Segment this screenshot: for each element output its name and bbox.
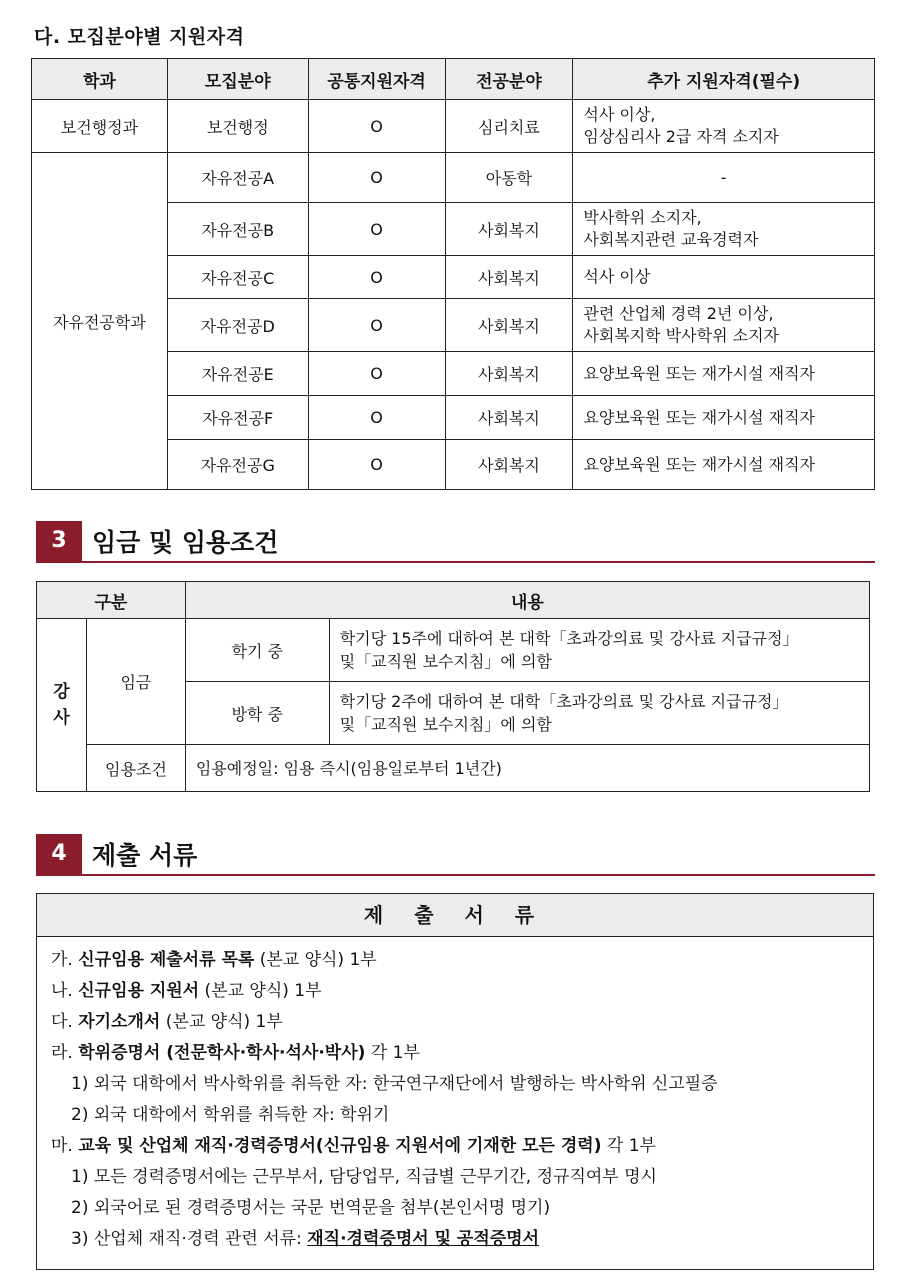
header-content: 내용 — [185, 582, 869, 619]
item-text: 각 1부 — [365, 1043, 420, 1063]
table-header-row — [32, 59, 875, 100]
item-bold: 학위증명서 (전문학사·학사·석사·박사) — [78, 1043, 366, 1063]
table-header-row — [37, 582, 870, 619]
field-cell: 자유전공F — [167, 396, 308, 440]
table-row — [37, 619, 870, 682]
extra-line-1: 석사 이상, — [583, 105, 656, 124]
vacation-text — [329, 682, 869, 745]
sub-item: 2) 외국 대학에서 학위를 취득한 자: 학위기 — [71, 1105, 390, 1125]
field-cell: 자유전공E — [167, 352, 308, 396]
section-4-heading — [36, 834, 875, 876]
item-marker: 다. — [51, 1012, 79, 1032]
header-common: 공통지원자격 — [308, 59, 445, 100]
wage-table — [36, 581, 870, 792]
section-3-heading — [36, 521, 875, 563]
item-marker: 가. — [51, 950, 79, 970]
text-line-1: 학기당 2주에 대하여 본 대학「초과강의료 및 강사료 지급규정」 — [339, 692, 789, 711]
documents-box-title: 제 출 서 류 — [37, 894, 873, 937]
extra-cell — [573, 299, 875, 352]
extra-cell: 요양보육원 또는 재가시설 재직자 — [573, 352, 875, 396]
condition-cell: 임용조건 — [86, 745, 185, 792]
extra-cell: 석사 이상 — [573, 256, 875, 299]
underlined-text: 재직·경력증명서 및 공적증명서 — [307, 1229, 540, 1249]
vacation-cell: 방학 중 — [185, 682, 329, 745]
text-line-2: 및「교직원 보수지침」에 의함 — [339, 652, 552, 671]
list-item — [37, 1007, 873, 1038]
list-item — [37, 1038, 873, 1069]
eligibility-table — [31, 58, 875, 490]
text-line-2: 및「교직원 보수지침」에 의함 — [339, 715, 552, 734]
item-bold: 신규임용 지원서 — [78, 981, 200, 1001]
header-dept: 학과 — [32, 59, 168, 100]
major-cell: 사회복지 — [445, 440, 573, 490]
common-cell: O — [308, 153, 445, 203]
field-cell: 자유전공A — [167, 153, 308, 203]
condition-text: 임용예정일: 임용 즉시(임용일로부터 1년간) — [185, 745, 869, 792]
major-cell: 사회복지 — [445, 203, 573, 256]
wage-cell: 임금 — [86, 619, 185, 745]
common-cell: O — [308, 100, 445, 153]
common-cell: O — [308, 299, 445, 352]
semester-text — [329, 619, 869, 682]
item-bold: 신규임용 제출서류 목록 — [78, 950, 255, 970]
sub-item: 1) 외국 대학에서 박사학위를 취득한 자: 한국연구재단에서 발행하는 박사학위 신고필증 — [71, 1074, 718, 1094]
item-marker: 마. — [51, 1136, 79, 1156]
sub-item: 1) 모든 경력증명서에는 근무부서, 담당업무, 직급별 근무기간, 정규직여부 명시 — [71, 1167, 657, 1187]
extra-cell: 요양보육원 또는 재가시설 재직자 — [573, 440, 875, 490]
dept-cell: 자유전공학과 — [32, 153, 168, 490]
extra-line-1: 박사학위 소지자, — [583, 208, 702, 227]
extra-line-2: 임상심리사 2급 자격 소지자 — [583, 127, 779, 146]
table-row — [37, 745, 870, 792]
item-marker: 라. — [51, 1043, 79, 1063]
extra-cell — [573, 203, 875, 256]
major-cell: 심리치료 — [445, 100, 573, 153]
section-title: 임금 및 임용조건 — [92, 528, 279, 557]
item-bold: 교육 및 산업체 재직·경력증명서(신규임용 지원서에 기재한 모든 경력) — [78, 1136, 602, 1156]
extra-line-2: 사회복지학 박사학위 소지자 — [583, 326, 780, 345]
field-cell: 자유전공B — [167, 203, 308, 256]
extra-cell — [573, 100, 875, 153]
header-major: 전공분야 — [445, 59, 573, 100]
documents-box — [36, 893, 874, 1270]
major-cell: 아동학 — [445, 153, 573, 203]
item-text: 3) 산업체 재직·경력 관련 서류: — [71, 1229, 308, 1249]
section-number: 3 — [36, 521, 82, 561]
sub-item — [37, 1224, 873, 1255]
section-title: 제출 서류 — [92, 841, 198, 870]
item-text: 각 1부 — [601, 1136, 656, 1156]
list-item — [37, 945, 873, 976]
group-cell: 강 사 — [37, 619, 87, 792]
major-cell: 사회복지 — [445, 352, 573, 396]
field-cell: 보건행정 — [167, 100, 308, 153]
common-cell: O — [308, 352, 445, 396]
major-cell: 사회복지 — [445, 256, 573, 299]
extra-cell: 요양보육원 또는 재가시설 재직자 — [573, 396, 875, 440]
list-item — [37, 976, 873, 1007]
header-category: 구분 — [37, 582, 186, 619]
common-cell: O — [308, 440, 445, 490]
text-line-1: 학기당 15주에 대하여 본 대학「초과강의료 및 강사료 지급규정」 — [339, 629, 799, 648]
semester-cell: 학기 중 — [185, 619, 329, 682]
extra-line-2: 사회복지관련 교육경력자 — [583, 230, 759, 249]
dept-cell: 보건행정과 — [32, 100, 168, 153]
field-cell: 자유전공D — [167, 299, 308, 352]
item-text: (본교 양식) 1부 — [199, 981, 322, 1001]
item-text: (본교 양식) 1부 — [254, 950, 377, 970]
list-item — [37, 1131, 873, 1162]
field-cell: 자유전공C — [167, 256, 308, 299]
extra-cell: - — [573, 153, 875, 203]
item-bold: 자기소개서 — [78, 1012, 161, 1032]
item-text: (본교 양식) 1부 — [160, 1012, 283, 1032]
major-cell: 사회복지 — [445, 396, 573, 440]
section-number: 4 — [36, 834, 82, 874]
sub-item: 2) 외국어로 된 경력증명서는 국문 번역문을 첨부(본인서명 명기) — [71, 1198, 551, 1218]
field-cell: 자유전공G — [167, 440, 308, 490]
major-cell: 사회복지 — [445, 299, 573, 352]
extra-line-1: 관련 산업체 경력 2년 이상, — [583, 304, 774, 323]
common-cell: O — [308, 256, 445, 299]
common-cell: O — [308, 203, 445, 256]
common-cell: O — [308, 396, 445, 440]
table-row — [32, 153, 875, 203]
header-field: 모집분야 — [167, 59, 308, 100]
item-marker: 나. — [51, 981, 79, 1001]
section-d-title: 다. 모집분야별 지원자격 — [34, 26, 245, 48]
table-row — [32, 100, 875, 153]
header-extra: 추가 지원자격(필수) — [573, 59, 875, 100]
